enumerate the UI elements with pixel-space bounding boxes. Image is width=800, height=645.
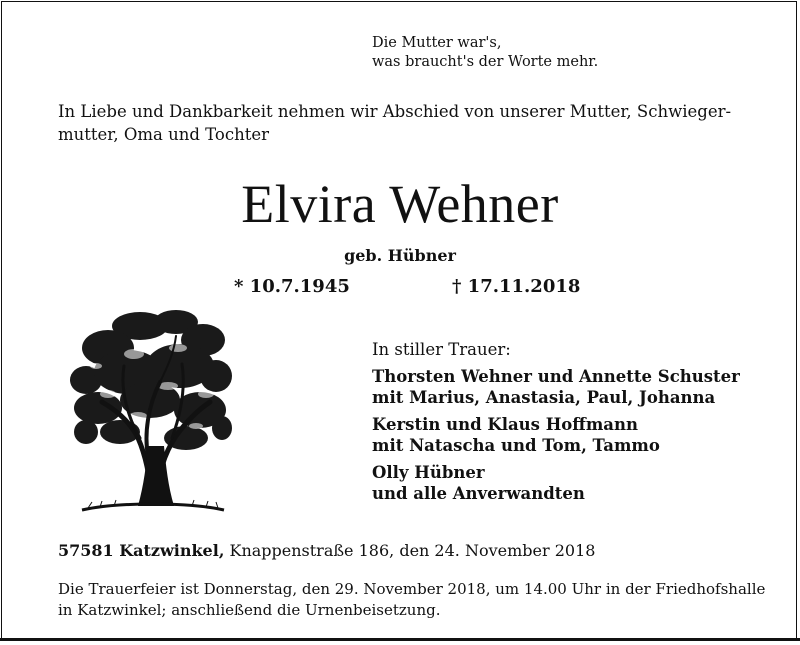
town: 57581 Katzwinkel,: [58, 541, 225, 560]
bottom-rule: [0, 638, 800, 641]
motto-line-1: Die Mutter war's,: [372, 35, 502, 51]
mourner-line: Olly Hübner: [372, 463, 485, 482]
funeral-info: [58, 579, 765, 621]
intro-line-1: In Liebe und Dankbarkeit nehmen wir Abschied von unserer Mutter, Schwieger-: [58, 102, 732, 121]
mourner-line: und alle Anverwandten: [372, 484, 585, 503]
maiden-name: geb. Hübner: [344, 246, 456, 265]
mourner-group: [372, 366, 740, 408]
death-date: † 17.11.2018: [452, 276, 581, 297]
funeral-line-1: Die Trauerfeier ist Donnerstag, den 29. November 2018, um 14.00 Uhr in der Friedhofshalle: [58, 580, 766, 598]
mourner-line: mit Marius, Anastasia, Paul, Johanna: [372, 388, 716, 407]
mourner-line: Kerstin und Klaus Hoffmann: [372, 415, 638, 434]
birth-date: * 10.7.1945: [234, 276, 350, 297]
funeral-line-2: in Katzwinkel; anschließend die Urnenbeisetzung.: [58, 601, 441, 619]
motto: [372, 34, 598, 72]
mourner-group: [372, 414, 660, 456]
intro-line-2: mutter, Oma und Tochter: [58, 125, 269, 144]
deceased-name: Elvira Wehner: [241, 174, 559, 234]
motto-line-2: was braucht's der Worte mehr.: [372, 54, 599, 70]
address-date: Knappenstraße 186, den 24. November 2018: [229, 541, 596, 560]
mourner-line: mit Natascha und Tom, Tammo: [372, 436, 660, 455]
mourner-line: Thorsten Wehner und Annette Schuster: [372, 367, 740, 386]
oak-tree-icon: [68, 306, 234, 514]
mourning-heading: In stiller Trauer:: [372, 340, 511, 359]
mourner-group: [372, 462, 585, 504]
place-and-date: [58, 541, 595, 560]
intro-text: [58, 100, 731, 146]
